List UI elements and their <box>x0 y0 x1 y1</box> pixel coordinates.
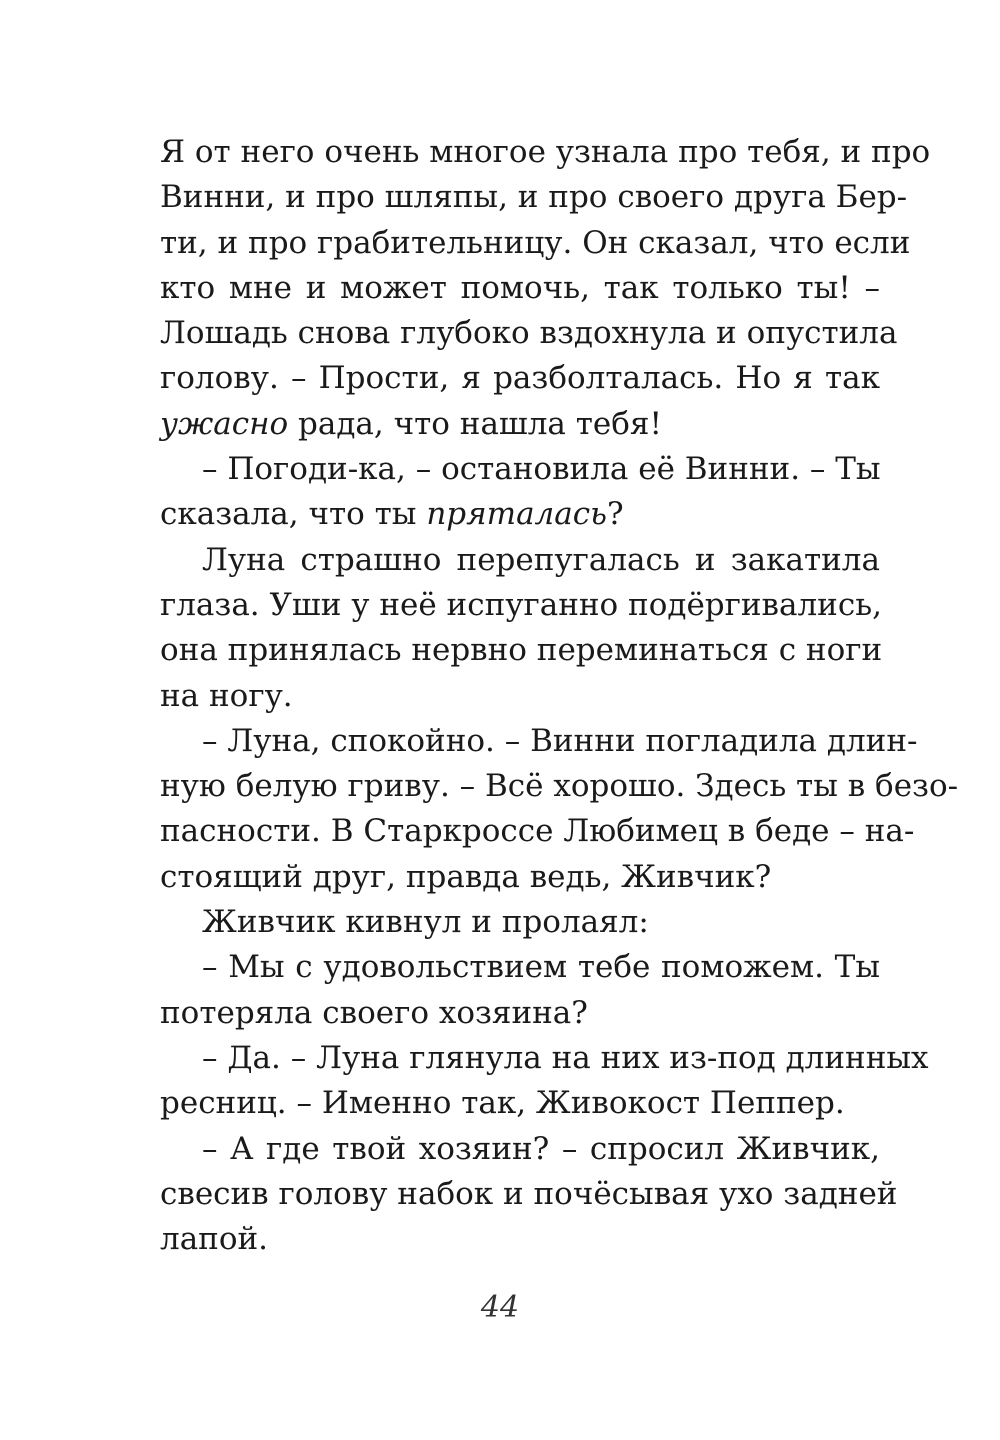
text-line: Лошадь снова глубоко вздохнула и опустила <box>160 315 898 352</box>
text-line <box>160 492 880 537</box>
text-line: глаза. Уши у неё испуганно подёргивались, <box>160 586 882 623</box>
page-number: 44 <box>480 1290 520 1325</box>
paragraph <box>160 719 959 900</box>
italic-text: ужасно <box>160 405 289 442</box>
italic-text: пряталась <box>426 496 608 533</box>
text-line: Винни, и про шляпы, и про своего друга Бер- <box>160 179 908 216</box>
text-line: Живчик кивнул и пролаял: <box>202 904 649 941</box>
text-line: – Луна, спокойно. – Винни погладила длин- <box>202 722 918 759</box>
paragraph <box>160 538 883 719</box>
text-fragment: ? <box>607 496 624 533</box>
body-text <box>160 130 959 1262</box>
text-line: – Да. – Луна глянула на них из-под длинных <box>202 1039 929 1076</box>
text-line: кто мне и может помочь, так только ты! – <box>160 269 880 306</box>
text-line: она принялась нервно переминаться с ноги <box>160 632 883 669</box>
text-line <box>160 402 880 447</box>
text-line: – А где твой хозяин? – спросил Живчик, <box>202 1130 880 1167</box>
text-line: Луна страшно перепугалась и закатила <box>202 541 880 578</box>
text-line: стоящий друг, правда ведь, Живчик? <box>160 858 772 895</box>
text-fragment: рада, что нашла тебя! <box>288 405 662 442</box>
paragraph <box>160 900 880 945</box>
paragraph <box>160 1036 929 1127</box>
text-line: голову. – Прости, я разболталась. Но я так <box>160 360 880 397</box>
text-line: – Погоди-ка, – остановила её Винни. – Ты <box>202 451 881 488</box>
text-line: Я от него очень многое узнала про тебя, и про <box>160 134 931 170</box>
paragraph <box>160 945 880 1036</box>
text-line: на ногу. <box>160 677 293 714</box>
text-line: – Мы с удовольствием тебе поможем. Ты <box>202 949 880 986</box>
text-line: потеряла своего хозяина? <box>160 994 588 1031</box>
text-line: ную белую гриву. – Всё хорошо. Здесь ты в безо- <box>160 768 959 805</box>
paragraph <box>160 1127 898 1263</box>
text-line: свесив голову набок и почёсывая ухо задней <box>160 1175 898 1212</box>
text-fragment: сказала, что ты <box>160 496 427 533</box>
text-line: лапой. <box>160 1221 269 1258</box>
paragraph <box>160 447 880 538</box>
paragraph <box>160 130 931 447</box>
text-line: ти, и про грабительницу. Он сказал, что если <box>160 224 911 261</box>
text-line: пасности. В Старкроссе Любимец в беде – на- <box>160 813 915 850</box>
text-line: ресниц. – Именно так, Живокост Пеппер. <box>160 1085 845 1122</box>
